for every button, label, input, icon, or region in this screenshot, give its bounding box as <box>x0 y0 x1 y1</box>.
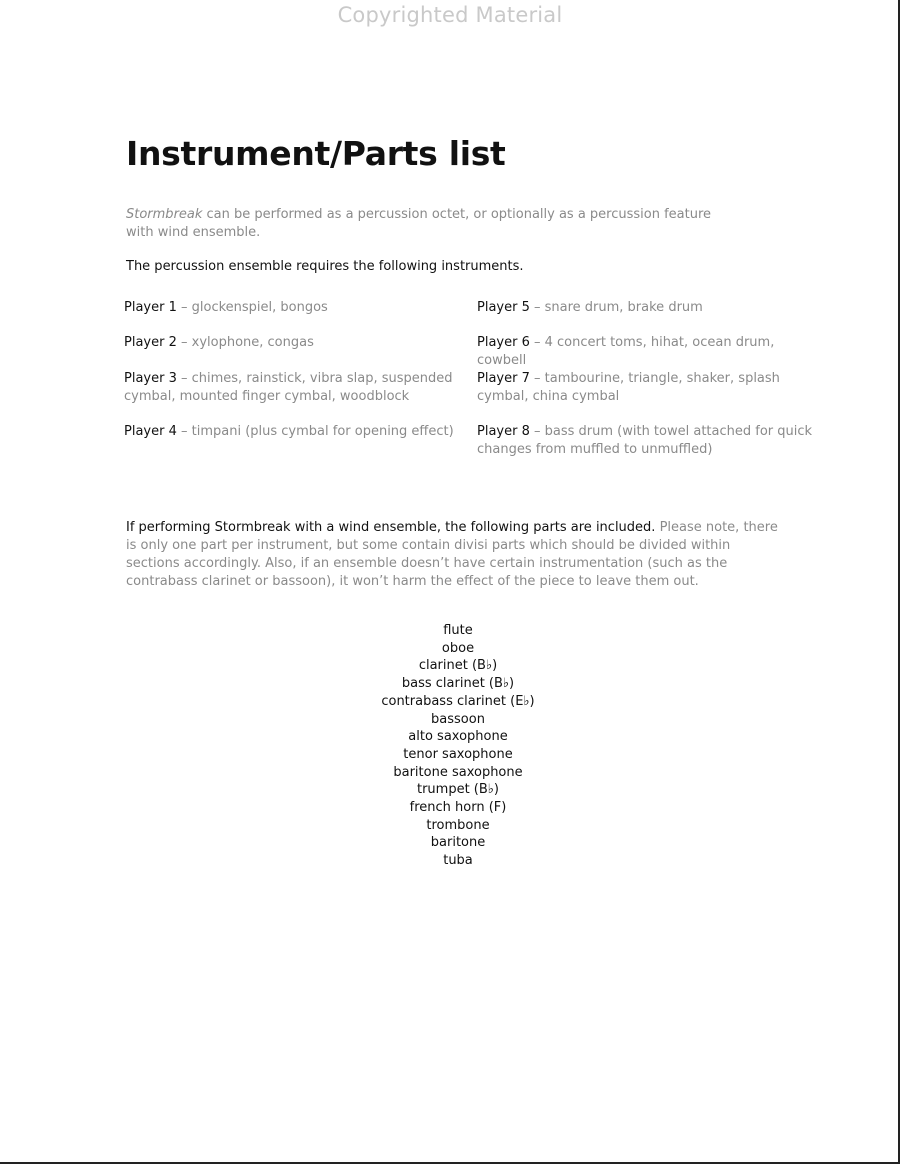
player-instruments: – timpani (plus cymbal for opening effect) <box>176 424 454 439</box>
percussion-requirement-line: The percussion ensemble requires the following instruments. <box>126 259 524 274</box>
player-name: Player 4 <box>124 424 177 439</box>
wind-part-item: trumpet (B♭) <box>416 782 500 798</box>
player-entry <box>477 370 822 406</box>
player-entry <box>477 299 822 317</box>
player-instruments: – bass drum (with towel attached for quick changes from muffled to unmuffled) <box>477 424 813 457</box>
player-name: Player 5 <box>477 300 530 315</box>
player-instruments: – 4 concert toms, hihat, ocean drum, cowbell <box>477 335 775 368</box>
player-name: Player 8 <box>477 424 530 439</box>
player-entry <box>477 423 822 459</box>
wind-part-item: trombone <box>426 817 490 833</box>
player-entry <box>124 423 454 441</box>
player-name: Player 1 <box>124 300 177 315</box>
wind-part-item: baritone <box>430 835 486 851</box>
page-title: Instrument/Parts list <box>126 134 506 173</box>
wind-part-item: bassoon <box>431 711 485 727</box>
wind-part-item: bass clarinet (B♭) <box>401 676 515 692</box>
player-instruments: – glockenspiel, bongos <box>176 300 328 315</box>
player-name: Player 7 <box>477 371 530 386</box>
wind-part-item: alto saxophone <box>408 729 508 745</box>
wind-part-item: oboe <box>441 640 475 656</box>
wind-part-item: tuba <box>443 853 473 869</box>
wind-part-item: tenor saxophone <box>403 746 513 762</box>
wind-part-item: french horn (F) <box>409 800 507 816</box>
intro-paragraph <box>126 206 726 242</box>
player-entry <box>124 299 454 317</box>
wind-ensemble-lead: If performing Stormbreak with a wind ensemble, the following parts are included. <box>126 520 656 535</box>
wind-parts-list <box>300 622 616 870</box>
wind-ensemble-note: Please note, there is only one part per instrument, but some contain divisi parts which should be divided within sections accordingly. Also, if an ensemble doesn’t have certain instrumentation (such as the contrabass clarinet or bassoon), it won’t harm the effect of the piece to leave them out. <box>126 520 778 589</box>
player-entry <box>477 334 822 370</box>
wind-part-item: clarinet (B♭) <box>418 658 498 674</box>
player-instruments: – chimes, rainstick, vibra slap, suspended cymbal, mounted finger cymbal, woodblock <box>124 371 453 404</box>
wind-part-item: contrabass clarinet (E♭) <box>381 693 535 709</box>
copyright-watermark: Copyrighted Material <box>337 3 563 27</box>
player-instruments: – snare drum, brake drum <box>529 300 703 315</box>
player-name: Player 6 <box>477 335 530 350</box>
intro-text: can be performed as a percussion octet, or optionally as a percussion feature with wind ensemble. <box>126 207 712 240</box>
wind-part-item: baritone saxophone <box>393 764 523 780</box>
player-name: Player 2 <box>124 335 177 350</box>
player-instruments: – xylophone, congas <box>176 335 314 350</box>
player-entry <box>124 370 454 406</box>
intro-piece-title: Stormbreak <box>126 207 203 222</box>
player-entry <box>124 334 454 352</box>
wind-ensemble-paragraph <box>126 519 786 591</box>
player-instruments: – tambourine, triangle, shaker, splash cymbal, china cymbal <box>477 371 780 404</box>
wind-part-item: flute <box>443 623 473 638</box>
player-name: Player 3 <box>124 371 177 386</box>
